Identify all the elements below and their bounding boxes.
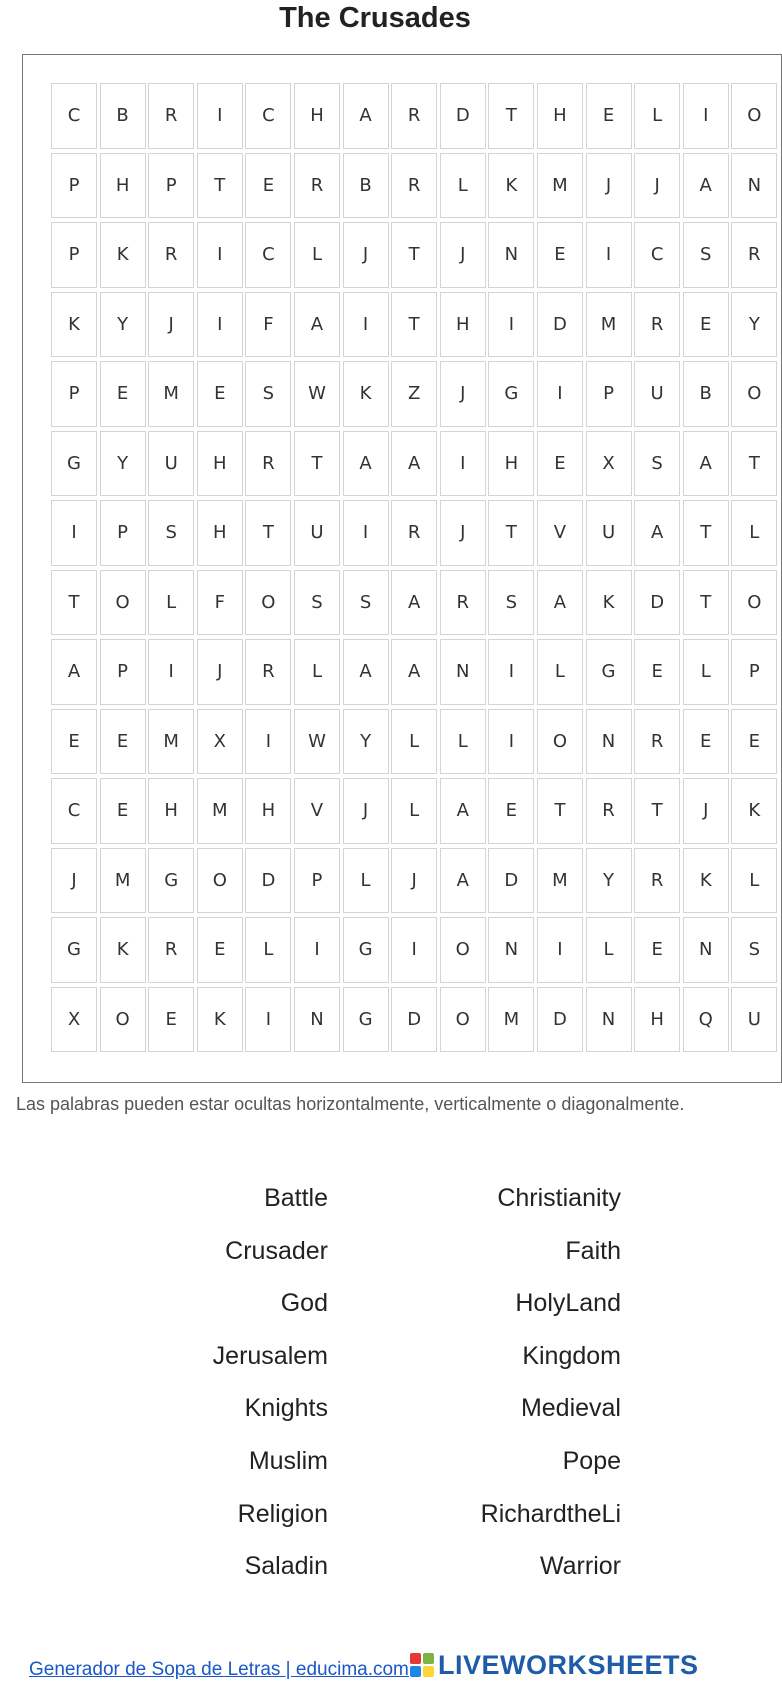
grid-cell[interactable]: I [51, 500, 97, 566]
grid-cell[interactable]: E [731, 709, 777, 775]
grid-cell[interactable]: B [100, 83, 146, 149]
grid-cell[interactable]: B [683, 361, 729, 427]
grid-cell[interactable]: A [683, 153, 729, 219]
grid-cell[interactable]: J [634, 153, 680, 219]
grid-cell[interactable]: T [488, 83, 534, 149]
grid-cell[interactable]: E [197, 917, 243, 983]
grid-cell[interactable]: S [488, 570, 534, 636]
grid-cell[interactable]: T [488, 500, 534, 566]
grid-cell[interactable]: J [440, 361, 486, 427]
grid-cell[interactable]: Z [391, 361, 437, 427]
grid-cell[interactable]: R [391, 153, 437, 219]
grid-cell[interactable]: D [488, 848, 534, 914]
grid-cell[interactable]: K [731, 778, 777, 844]
grid-cell[interactable]: O [731, 570, 777, 636]
grid-cell[interactable]: E [488, 778, 534, 844]
grid-cell[interactable]: S [634, 431, 680, 497]
grid-cell[interactable]: J [683, 778, 729, 844]
logo-text: LIVEWORKSHEETS [438, 1649, 699, 1680]
grid-cell[interactable]: K [100, 222, 146, 288]
grid-cell[interactable]: T [537, 778, 583, 844]
grid-cell[interactable]: P [731, 639, 777, 705]
grid-cell[interactable]: O [197, 848, 243, 914]
word-list-item: Warrior [539, 1552, 621, 1580]
grid-cell[interactable]: I [343, 500, 389, 566]
grid-cell[interactable]: R [148, 222, 194, 288]
grid-cell[interactable]: I [294, 917, 340, 983]
word-list-item: Knights [244, 1394, 328, 1422]
grid-cell[interactable]: G [488, 361, 534, 427]
grid-cell[interactable]: R [731, 222, 777, 288]
grid-cell[interactable]: U [634, 361, 680, 427]
grid-cell[interactable]: R [634, 848, 680, 914]
grid-cell[interactable]: B [343, 153, 389, 219]
grid-cell[interactable]: E [683, 709, 729, 775]
grid-cell[interactable]: T [51, 570, 97, 636]
grid-cell[interactable]: M [586, 292, 632, 358]
grid-cell[interactable]: S [148, 500, 194, 566]
grid-cell[interactable]: A [51, 639, 97, 705]
grid-cell[interactable]: M [100, 848, 146, 914]
grid-cell[interactable]: L [391, 709, 437, 775]
grid-cell[interactable]: I [440, 431, 486, 497]
grid-cell[interactable]: E [537, 431, 583, 497]
grid-cell[interactable]: I [197, 83, 243, 149]
grid-cell[interactable]: O [100, 570, 146, 636]
logo-mark-square [410, 1653, 421, 1664]
grid-cell[interactable]: J [440, 222, 486, 288]
grid-cell[interactable]: H [148, 778, 194, 844]
grid-cell[interactable]: H [197, 500, 243, 566]
grid-cell[interactable]: N [731, 153, 777, 219]
grid-cell[interactable]: I [488, 292, 534, 358]
grid-cell[interactable]: Y [100, 431, 146, 497]
word-list-item: Kingdom [522, 1342, 621, 1370]
grid-cell[interactable]: I [586, 222, 632, 288]
grid-cell[interactable]: A [343, 639, 389, 705]
grid-cell[interactable]: M [197, 778, 243, 844]
grid-cell[interactable]: O [245, 570, 291, 636]
grid-cell[interactable]: I [488, 639, 534, 705]
grid-cell[interactable]: S [731, 917, 777, 983]
word-list-item: Medieval [520, 1394, 621, 1422]
grid-cell[interactable]: H [537, 83, 583, 149]
grid-cell[interactable]: T [683, 500, 729, 566]
grid-cell[interactable]: H [294, 83, 340, 149]
grid-cell[interactable]: U [148, 431, 194, 497]
grid-cell[interactable]: I [488, 709, 534, 775]
grid-cell[interactable]: K [488, 153, 534, 219]
grid-cell[interactable]: E [100, 778, 146, 844]
grid-cell[interactable]: H [245, 778, 291, 844]
instructions-text: Las palabras pueden estar ocultas horizontalmente, verticalmente o diagonalmente. [16, 1094, 685, 1114]
grid-cell[interactable]: V [537, 500, 583, 566]
grid-cell[interactable]: M [537, 153, 583, 219]
grid-cell[interactable]: F [245, 292, 291, 358]
grid-cell[interactable]: N [440, 639, 486, 705]
grid-cell[interactable]: T [683, 570, 729, 636]
grid-cell[interactable]: A [391, 431, 437, 497]
grid-cell[interactable]: S [294, 570, 340, 636]
grid-cell[interactable]: H [488, 431, 534, 497]
grid-cell[interactable]: J [148, 292, 194, 358]
liveworksheets-logo[interactable] [410, 1648, 699, 1682]
grid-cell[interactable]: Y [100, 292, 146, 358]
grid-cell[interactable]: L [440, 153, 486, 219]
word-list-item: Religion [237, 1500, 328, 1528]
grid-cell[interactable]: M [537, 848, 583, 914]
grid-cell[interactable]: L [245, 917, 291, 983]
grid-cell[interactable]: L [634, 83, 680, 149]
grid-cell[interactable]: J [51, 848, 97, 914]
grid-cell[interactable]: H [440, 292, 486, 358]
grid-cell[interactable]: P [51, 361, 97, 427]
grid-cell[interactable]: V [294, 778, 340, 844]
grid-cell[interactable]: I [245, 709, 291, 775]
grid-cell[interactable]: R [391, 83, 437, 149]
word-list-item: Pope [562, 1447, 621, 1475]
grid-cell[interactable]: L [537, 639, 583, 705]
grid-cell[interactable]: F [197, 570, 243, 636]
grid-cell[interactable]: E [197, 361, 243, 427]
grid-cell[interactable]: T [294, 431, 340, 497]
grid-cell[interactable]: K [343, 361, 389, 427]
grid-cell[interactable]: T [245, 500, 291, 566]
grid-cell[interactable]: C [51, 778, 97, 844]
grid-cell[interactable]: A [440, 848, 486, 914]
grid-cell[interactable]: L [683, 639, 729, 705]
grid-cell[interactable]: K [197, 987, 243, 1053]
grid-cell[interactable]: I [537, 917, 583, 983]
grid-cell[interactable]: M [488, 987, 534, 1053]
grid-cell[interactable]: D [634, 570, 680, 636]
grid-cell[interactable]: X [51, 987, 97, 1053]
grid-cell[interactable]: N [586, 987, 632, 1053]
grid-cell[interactable]: H [197, 431, 243, 497]
grid-cell[interactable]: C [634, 222, 680, 288]
grid-cell[interactable]: L [294, 639, 340, 705]
grid-cell[interactable]: R [148, 83, 194, 149]
grid-cell[interactable]: P [100, 639, 146, 705]
grid-cell[interactable]: G [51, 917, 97, 983]
grid-cell[interactable]: O [100, 987, 146, 1053]
grid-cell[interactable]: D [440, 83, 486, 149]
grid-cell[interactable]: E [245, 153, 291, 219]
grid-cell[interactable]: E [100, 709, 146, 775]
word-list-item: Crusader [225, 1237, 328, 1265]
grid-cell[interactable]: J [391, 848, 437, 914]
grid-cell[interactable]: A [634, 500, 680, 566]
grid-cell[interactable]: Y [586, 848, 632, 914]
logo-mark-icon [410, 1653, 434, 1677]
grid-cell[interactable]: A [343, 83, 389, 149]
grid-cell[interactable]: L [343, 848, 389, 914]
grid-cell[interactable]: E [537, 222, 583, 288]
word-list-item: RichardtheLi [480, 1500, 621, 1528]
grid-cell[interactable]: P [51, 222, 97, 288]
grid-cell[interactable]: R [245, 639, 291, 705]
grid-cell[interactable]: O [440, 987, 486, 1053]
grid-cell[interactable]: L [586, 917, 632, 983]
word-search-grid [51, 83, 777, 1052]
grid-cell[interactable]: A [294, 292, 340, 358]
grid-cell[interactable]: Y [343, 709, 389, 775]
grid-cell[interactable]: T [391, 292, 437, 358]
grid-cell[interactable]: E [683, 292, 729, 358]
word-list-item: Christianity [497, 1184, 621, 1212]
word-list-item: Saladin [244, 1552, 328, 1580]
grid-cell[interactable]: L [731, 848, 777, 914]
grid-cell[interactable]: N [294, 987, 340, 1053]
grid-cell[interactable]: T [634, 778, 680, 844]
grid-cell[interactable]: I [537, 361, 583, 427]
grid-cell[interactable]: D [537, 987, 583, 1053]
word-list-item: God [280, 1289, 328, 1317]
grid-cell[interactable]: R [634, 709, 680, 775]
grid-cell[interactable]: L [440, 709, 486, 775]
grid-cell[interactable]: R [294, 153, 340, 219]
grid-cell[interactable]: R [148, 917, 194, 983]
grid-cell[interactable]: A [683, 431, 729, 497]
grid-cell[interactable]: N [488, 917, 534, 983]
grid-cell[interactable]: D [245, 848, 291, 914]
grid-cell[interactable]: A [537, 570, 583, 636]
grid-cell[interactable]: I [343, 292, 389, 358]
grid-cell[interactable]: I [148, 639, 194, 705]
grid-cell[interactable]: N [586, 709, 632, 775]
grid-cell[interactable]: D [391, 987, 437, 1053]
grid-cell[interactable]: L [731, 500, 777, 566]
grid-cell[interactable]: I [683, 83, 729, 149]
grid-cell[interactable]: K [51, 292, 97, 358]
grid-cell[interactable]: O [440, 917, 486, 983]
word-list-item: Faith [565, 1237, 621, 1265]
word-list-item: HolyLand [515, 1289, 621, 1317]
grid-cell[interactable]: P [148, 153, 194, 219]
footer-generator-link[interactable]: Generador de Sopa de Letras | educima.com [29, 1659, 409, 1680]
page-title: The Crusades [279, 2, 471, 34]
grid-cell[interactable]: X [586, 431, 632, 497]
grid-cell[interactable]: E [148, 987, 194, 1053]
grid-cell[interactable]: T [731, 431, 777, 497]
grid-cell[interactable]: W [294, 709, 340, 775]
grid-cell[interactable]: O [731, 83, 777, 149]
grid-cell[interactable]: L [294, 222, 340, 288]
grid-cell[interactable]: E [634, 639, 680, 705]
grid-cell[interactable]: J [343, 778, 389, 844]
grid-cell[interactable]: I [197, 292, 243, 358]
grid-cell[interactable]: M [148, 361, 194, 427]
grid-cell[interactable]: L [391, 778, 437, 844]
grid-cell[interactable]: R [245, 431, 291, 497]
grid-cell[interactable]: P [294, 848, 340, 914]
grid-cell[interactable]: A [391, 570, 437, 636]
grid-cell[interactable]: G [343, 917, 389, 983]
grid-cell[interactable]: C [245, 83, 291, 149]
grid-cell[interactable]: U [731, 987, 777, 1053]
grid-cell[interactable]: X [197, 709, 243, 775]
logo-mark-square [423, 1653, 434, 1664]
grid-cell[interactable]: Y [731, 292, 777, 358]
grid-cell[interactable]: T [391, 222, 437, 288]
grid-cell[interactable]: C [245, 222, 291, 288]
grid-cell[interactable]: D [537, 292, 583, 358]
grid-cell[interactable]: A [391, 639, 437, 705]
grid-cell[interactable]: S [683, 222, 729, 288]
word-list-item: Jerusalem [212, 1342, 328, 1370]
word-list-item: Muslim [248, 1447, 328, 1475]
grid-cell[interactable]: K [100, 917, 146, 983]
grid-cell[interactable]: I [391, 917, 437, 983]
grid-cell[interactable]: G [51, 431, 97, 497]
grid-cell[interactable]: R [391, 500, 437, 566]
grid-cell[interactable]: M [148, 709, 194, 775]
grid-cell[interactable]: Q [683, 987, 729, 1053]
grid-cell[interactable]: J [343, 222, 389, 288]
grid-cell[interactable]: A [343, 431, 389, 497]
logo-mark-square [410, 1666, 421, 1677]
grid-cell[interactable]: E [634, 917, 680, 983]
grid-cell[interactable]: J [197, 639, 243, 705]
grid-cell[interactable]: P [100, 500, 146, 566]
grid-cell[interactable]: O [537, 709, 583, 775]
grid-cell[interactable]: I [197, 222, 243, 288]
grid-cell[interactable]: R [586, 778, 632, 844]
grid-cell[interactable]: J [440, 500, 486, 566]
grid-cell[interactable]: E [100, 361, 146, 427]
grid-cell[interactable]: R [634, 292, 680, 358]
grid-cell[interactable]: A [440, 778, 486, 844]
grid-cell[interactable]: S [245, 361, 291, 427]
word-list-item: Battle [264, 1184, 328, 1212]
grid-cell[interactable]: G [586, 639, 632, 705]
grid-cell[interactable]: U [586, 500, 632, 566]
grid-cell[interactable]: G [343, 987, 389, 1053]
grid-cell[interactable]: E [51, 709, 97, 775]
grid-cell[interactable]: O [731, 361, 777, 427]
grid-cell[interactable]: I [245, 987, 291, 1053]
grid-cell[interactable]: L [148, 570, 194, 636]
logo-mark-square [423, 1666, 434, 1677]
grid-cell[interactable]: N [683, 917, 729, 983]
grid-cell[interactable]: U [294, 500, 340, 566]
grid-cell[interactable]: J [586, 153, 632, 219]
grid-cell[interactable]: H [634, 987, 680, 1053]
grid-cell[interactable]: N [488, 222, 534, 288]
grid-cell[interactable]: K [586, 570, 632, 636]
grid-cell[interactable]: P [586, 361, 632, 427]
grid-cell[interactable]: S [343, 570, 389, 636]
grid-cell[interactable]: R [440, 570, 486, 636]
grid-cell[interactable]: P [51, 153, 97, 219]
grid-cell[interactable]: K [683, 848, 729, 914]
grid-cell[interactable]: H [100, 153, 146, 219]
grid-cell[interactable]: T [197, 153, 243, 219]
grid-cell[interactable]: W [294, 361, 340, 427]
grid-cell[interactable]: E [586, 83, 632, 149]
grid-cell[interactable]: G [148, 848, 194, 914]
grid-cell[interactable]: C [51, 83, 97, 149]
